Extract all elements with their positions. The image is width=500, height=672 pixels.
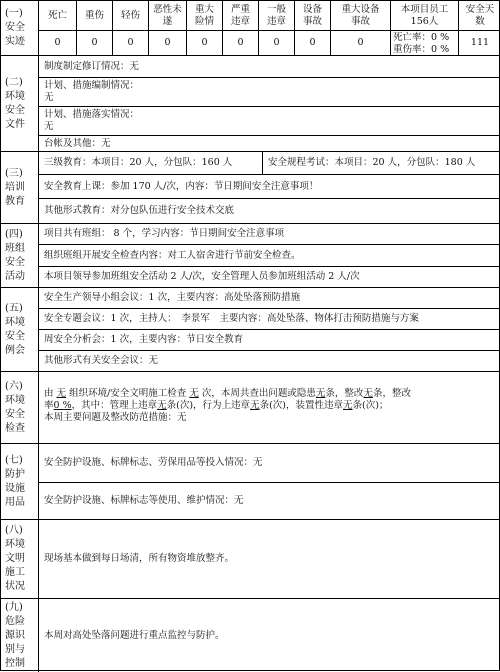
section-1-title-line: 安全 (5, 22, 25, 33)
section-2-title (1, 56, 39, 152)
injury-rate: 重伤率：0 % (393, 44, 450, 55)
safety-lesson: 安全教育上课：参加 170 人/次，内容：节日期间安全注意事项！ (39, 175, 500, 199)
inspection-line-3: 本周主要问题及整改防范措施：无 (44, 412, 187, 423)
plan-drafting-value: 无 (44, 92, 54, 103)
section-5-number: (五) (5, 302, 23, 314)
section-4-title-line: 活动 (5, 270, 25, 282)
protection-maintenance: 安全防护设施、标牌标志等使用、维护情况：无 (39, 483, 500, 520)
management-violations: 无 (157, 400, 167, 411)
value-cell: 0 (259, 31, 295, 56)
header-cell: 重大险情 (187, 1, 223, 31)
rate-cell (391, 31, 459, 56)
section-1-title (1, 1, 39, 56)
other-meetings: 其他形式有关安全会议：无 (39, 351, 500, 372)
inspection-summary (39, 372, 500, 444)
policy-revision-text: 制度制定修订情况：无 (44, 61, 140, 72)
header-cell: 安全天数 (459, 1, 500, 31)
rectification-rate: 0 % (53, 400, 72, 411)
policy-revision (39, 56, 500, 78)
section-8-title-line: 施工 (5, 567, 25, 578)
section-2-number: (二) (5, 76, 23, 88)
section-4-number: (四) (5, 228, 23, 240)
section-7-title-line: 用品 (5, 496, 25, 508)
other-education: 其他形式教育：对分包队伍进行安全技术交底 (39, 199, 500, 224)
value-cell: 0 (77, 31, 113, 56)
inspection-line-2: 率0 %，其中：管理上违章无条(次)，行为上违章无条(次)，装置性违章无条(次)； (44, 400, 389, 411)
section-2-title-line: 安全 (5, 104, 25, 116)
header-cell: 设备事故 (295, 1, 331, 31)
section-8-number: (八) (5, 525, 23, 536)
section-7-title (1, 444, 39, 520)
site-condition: 现场基本做到每日场清，所有物资堆放整齐。 (39, 520, 500, 599)
section-6-title-line: 环境 (5, 394, 25, 406)
section-1-title-line: 实迹 (5, 36, 25, 47)
issues-found: 无 (315, 388, 326, 399)
organizer-value: 无 (56, 388, 67, 399)
section-1-number: (一) (5, 8, 23, 19)
section-4-title (1, 224, 39, 288)
plan-implementation-value: 无 (44, 121, 54, 132)
section-8-title-line: 状况 (5, 581, 25, 592)
section-6-number: (六) (5, 380, 23, 392)
safety-days: 111 (459, 31, 500, 56)
section-9-title-line: 危险 (5, 615, 25, 627)
section-3-number: (三) (5, 167, 23, 179)
value-cell: 0 (149, 31, 187, 56)
value-cell: 0 (113, 31, 149, 56)
ledger-other: 台帐及其他：无 (39, 136, 500, 152)
value-cell: 0 (223, 31, 259, 56)
death-rate: 死亡率：0 % (393, 32, 450, 43)
header-cell: 一般违章 (259, 1, 295, 31)
hazard-control: 本周对高处坠落问题进行重点监控与防护。 (44, 629, 225, 641)
value-cell: 0 (187, 31, 223, 56)
section-2-title-line: 环境 (5, 90, 25, 102)
section-8-title-line: 文明 (5, 553, 25, 564)
team-inspection: 组织班组开展安全检查内容：对工人宿舍进行节前安全检查。 (39, 245, 500, 267)
issues-rectified: 无 (363, 388, 373, 399)
team-count: 项目共有班组： 8 个，学习内容：节日期间安全注意事项 (39, 224, 500, 245)
section-6-title-line: 安全 (5, 408, 25, 420)
section-9-title (1, 599, 39, 672)
protection-investment: 安全防护设施、标牌标志、劳保用品等投入情况：无 (39, 444, 500, 483)
inspection-line-1: 由 无 组织环境/安全文明施工检查 无 次，本周共查出问题或隐患无条，整改无条，整改 (44, 388, 411, 399)
safety-rules-exam: 安全规程考试：本项目：20 人，分包队：180 人 (263, 152, 500, 175)
plan-drafting (39, 78, 500, 107)
section-7-title-line: 设施 (5, 482, 25, 494)
value-cell: 0 (295, 31, 331, 56)
header-cell: 死亡 (39, 1, 77, 31)
section-2-title-line: 文件 (5, 118, 25, 130)
header-cell: 轻伤 (113, 1, 149, 31)
section-7-number: (七) (5, 454, 23, 466)
header-cell: 本项目员工156人 (391, 1, 459, 31)
section-4-title-line: 安全 (5, 256, 25, 268)
section-8-title (1, 520, 39, 599)
section-9-title-line: 控制 (5, 657, 25, 669)
section-3-title-line: 教育 (5, 195, 25, 207)
section-3-title-line: 培训 (5, 181, 25, 193)
plan-implementation-label: 计划、措施落实情况： (44, 109, 140, 120)
leader-participation: 本项目领导参加班组安全活动 2 人/次，安全管理人员参加班组活动 2 人/次 (39, 267, 500, 288)
section-8-title-line: 环境 (5, 539, 25, 550)
section-9-number: (九) (5, 601, 23, 613)
section-7-title-line: 防护 (5, 468, 25, 480)
value-cell: 0 (331, 31, 391, 56)
section-5-title-line: 安全 (5, 330, 25, 342)
section-6-title-line: 检查 (5, 422, 25, 434)
header-cell: 恶性未遂 (149, 1, 187, 31)
section-5-title (1, 288, 39, 372)
three-level-education: 三级教育：本项目：20 人，分包队：160 人 (39, 152, 263, 175)
header-cell: 重伤 (77, 1, 113, 31)
section-5-title-line: 环境 (5, 316, 25, 328)
weekly-analysis: 周安全分析会：1 次，主要内容：节日安全教育 (39, 330, 500, 351)
plan-implementation (39, 107, 500, 136)
behavior-violations: 无 (250, 400, 260, 411)
header-cell: 重大设备事故 (331, 1, 391, 31)
header-cell: 严重违章 (223, 1, 259, 31)
special-meeting: 安全专题会议：1 次，主持人： 李景军 主要内容：高处坠落、物体打击预防措施与方案 (39, 309, 500, 330)
section-4-title-line: 班组 (5, 242, 25, 254)
leadership-meeting: 安全生产领导小组会议：1 次，主要内容：高处坠落预防措施 (39, 288, 500, 309)
section-6-title (1, 372, 39, 444)
section-5-title-line: 例会 (5, 344, 25, 356)
section-3-title (1, 152, 39, 224)
value-cell: 0 (39, 31, 77, 56)
section-9-title-line: 源识 (5, 629, 25, 641)
section-9-title-line: 别与 (5, 643, 25, 655)
equipment-violations: 无 (343, 400, 353, 411)
inspection-count: 无 (189, 388, 199, 399)
plan-drafting-label: 计划、措施编制情况： (44, 80, 140, 91)
